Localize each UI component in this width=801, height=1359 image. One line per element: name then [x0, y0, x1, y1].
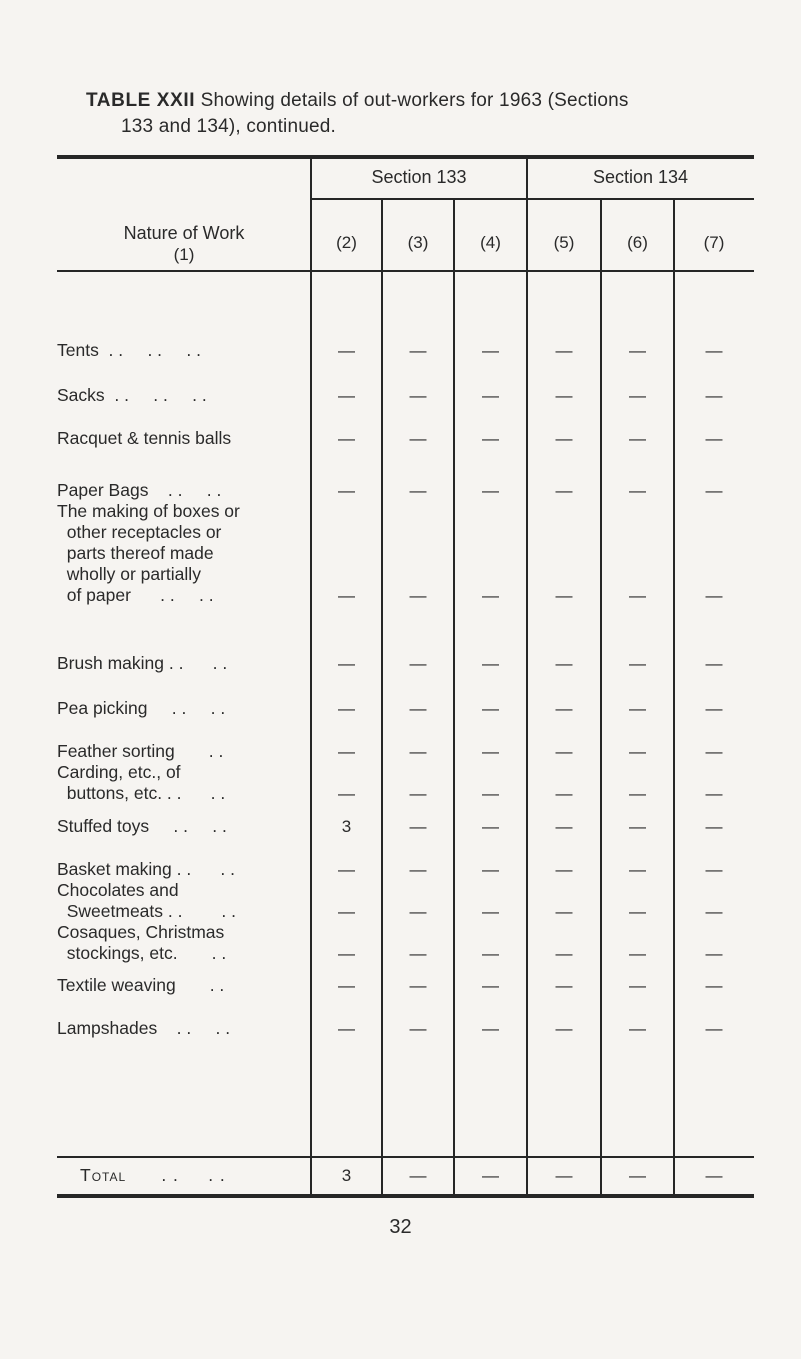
total-cell: —: [705, 1166, 723, 1185]
table-title-line1: Showing details of out-workers for 1963 (Sections: [200, 90, 629, 111]
table-cell: —: [482, 1019, 499, 1038]
table-title-line2: 133 and 134), continued.: [121, 116, 337, 137]
table-cell: —: [482, 860, 499, 879]
table-cell: —: [409, 817, 427, 836]
table-title: [86, 88, 766, 140]
table-cell: —: [409, 386, 427, 405]
col-1-label: (1): [173, 245, 195, 264]
table-cell: —: [555, 742, 573, 761]
table-cell: —: [338, 902, 355, 921]
col-3-header: (3): [407, 233, 429, 252]
table-cell: —: [482, 586, 499, 605]
table-cell: —: [482, 817, 499, 836]
table-cell: —: [555, 944, 573, 963]
table-cell: —: [705, 817, 723, 836]
table-cell: —: [409, 944, 427, 963]
total-label: Total . . . .: [80, 1165, 226, 1185]
table-cell: —: [482, 902, 499, 921]
table-cell: —: [629, 429, 646, 448]
table-cell: —: [629, 860, 646, 879]
table-cell: —: [482, 429, 499, 448]
row-label: Feather sorting . .: [57, 741, 224, 761]
table-cell: —: [409, 481, 427, 500]
table-cell: —: [338, 699, 355, 718]
total-cell: —: [482, 1166, 499, 1185]
table-cell: —: [338, 481, 355, 500]
row-label: Basket making . . . .: [57, 859, 235, 879]
table-cell: 3: [341, 817, 352, 836]
table-cell: —: [705, 341, 723, 360]
table-cell: —: [555, 341, 573, 360]
total-cell: 3: [341, 1166, 352, 1185]
table-cell: —: [705, 944, 723, 963]
col-7-header: (7): [703, 233, 725, 252]
table-cell: —: [338, 1019, 355, 1038]
nature-of-work-label: Nature of Work: [123, 223, 245, 243]
table-cell: —: [482, 784, 499, 803]
table-cell: —: [555, 386, 573, 405]
table-cell: —: [629, 742, 646, 761]
table-cell: —: [705, 586, 723, 605]
col-5-header: (5): [553, 233, 575, 252]
table-cell: —: [409, 1019, 427, 1038]
row-label: Racquet & tennis balls: [57, 428, 232, 448]
table-cell: —: [705, 429, 723, 448]
table-cell: —: [409, 699, 427, 718]
table-cell: —: [555, 699, 573, 718]
col-divider-1: [310, 157, 312, 1195]
row-label: Carding, etc., of buttons, etc. . . . .: [57, 762, 226, 803]
table-cell: —: [629, 817, 646, 836]
table-cell: —: [482, 742, 499, 761]
table-cell: —: [482, 341, 499, 360]
section-133-header: Section 133: [371, 167, 467, 187]
row-label: Lampshades . . . .: [57, 1018, 231, 1038]
table-cell: —: [338, 386, 355, 405]
col-2-header: (2): [336, 233, 357, 252]
table-cell: —: [629, 481, 646, 500]
table-cell: —: [629, 784, 646, 803]
row-label: Textile weaving . .: [57, 975, 225, 995]
table-cell: —: [338, 976, 355, 995]
table-cell: —: [338, 429, 355, 448]
table-cell: —: [409, 976, 427, 995]
table-cell: —: [629, 341, 646, 360]
table-cell: —: [409, 654, 427, 673]
table-cell: —: [409, 341, 427, 360]
row-label: The making of boxes or other receptacles or parts thereof made wholly or partially of paper . . . .: [57, 501, 240, 605]
table-cell: —: [555, 586, 573, 605]
row-label: Chocolates and Sweetmeats . . . .: [57, 880, 236, 921]
table-cell: —: [629, 386, 646, 405]
total-top-rule: [57, 1156, 754, 1158]
table-cell: —: [705, 902, 723, 921]
table-cell: —: [555, 784, 573, 803]
row-label: Sacks . . . . . .: [57, 385, 207, 405]
table-cell: —: [338, 654, 355, 673]
table-cell: —: [555, 817, 573, 836]
section-134-header: Section 134: [592, 167, 689, 187]
total-cell: —: [555, 1166, 573, 1185]
table-cell: —: [555, 429, 573, 448]
table-cell: —: [629, 902, 646, 921]
section-133-underline: [311, 198, 527, 200]
table-cell: —: [705, 784, 723, 803]
col-4-header: (4): [480, 233, 501, 252]
table-cell: —: [629, 654, 646, 673]
table-cell: —: [482, 654, 499, 673]
table-cell: —: [705, 860, 723, 879]
bottom-rule: [57, 1194, 754, 1198]
table-cell: —: [338, 742, 355, 761]
table-cell: —: [409, 902, 427, 921]
table-cell: —: [705, 742, 723, 761]
table-cell: —: [409, 429, 427, 448]
table-cell: —: [555, 902, 573, 921]
header-bottom-rule: [57, 270, 754, 272]
table-cell: —: [409, 742, 427, 761]
table-cell: —: [338, 586, 355, 605]
row-label: Paper Bags . . . .: [57, 480, 222, 500]
row-label: Brush making . . . .: [57, 653, 228, 673]
top-rule: [57, 155, 754, 159]
table-cell: —: [629, 699, 646, 718]
table-cell: —: [629, 1019, 646, 1038]
table-cell: —: [705, 654, 723, 673]
table-cell: —: [629, 976, 646, 995]
table-cell: —: [482, 944, 499, 963]
table-label: TABLE XXII: [86, 90, 196, 111]
table-cell: —: [338, 784, 355, 803]
table-cell: —: [338, 944, 355, 963]
col-divider-4: [526, 157, 528, 1195]
table-cell: —: [555, 1019, 573, 1038]
total-cell: —: [409, 1166, 427, 1185]
table-cell: —: [338, 860, 355, 879]
table-cell: —: [409, 860, 427, 879]
table-cell: —: [629, 944, 646, 963]
table-cell: —: [555, 860, 573, 879]
table-cell: —: [705, 1019, 723, 1038]
row-label: Tents . . . . . .: [57, 340, 201, 360]
table-cell: —: [338, 341, 355, 360]
section-134-underline: [527, 198, 754, 200]
table-cell: —: [705, 386, 723, 405]
total-cell: —: [629, 1166, 646, 1185]
table-cell: —: [705, 481, 723, 500]
row-label: Stuffed toys . . . .: [57, 816, 227, 836]
row-label: Cosaques, Christmas stockings, etc. . .: [57, 922, 227, 963]
table-cell: —: [482, 481, 499, 500]
table-cell: —: [482, 976, 499, 995]
nature-of-work-header: [57, 222, 311, 266]
table-cell: —: [409, 784, 427, 803]
table-cell: —: [705, 976, 723, 995]
table-cell: —: [555, 654, 573, 673]
table-cell: —: [409, 586, 427, 605]
table-cell: —: [629, 586, 646, 605]
table-cell: —: [555, 976, 573, 995]
page-number: 32: [389, 1216, 412, 1238]
table-cell: —: [705, 699, 723, 718]
row-label: Pea picking . . . .: [57, 698, 226, 718]
table-cell: —: [482, 699, 499, 718]
table-cell: —: [482, 386, 499, 405]
table-cell: —: [555, 481, 573, 500]
col-6-header: (6): [627, 233, 648, 252]
